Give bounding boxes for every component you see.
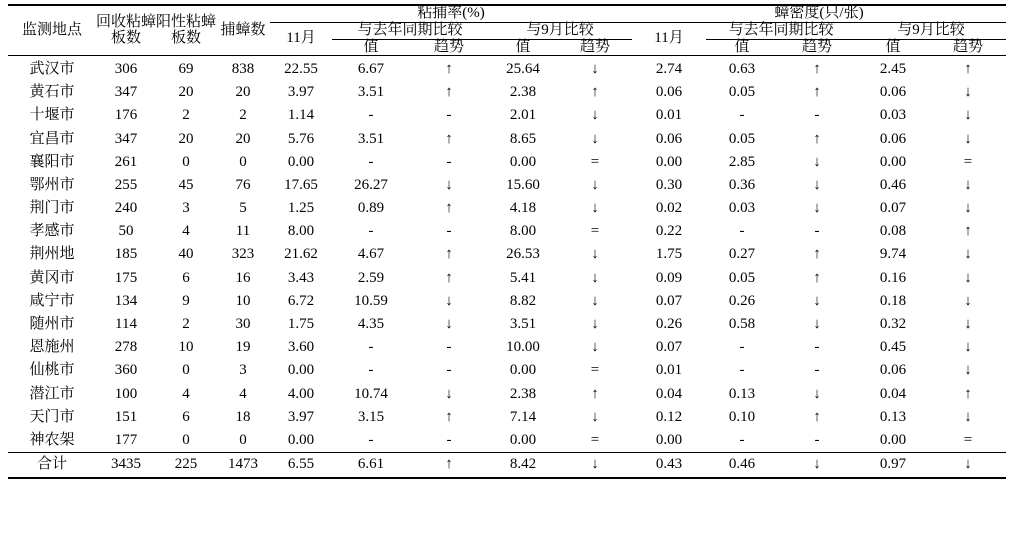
cell-density-ly-trend: ↓ xyxy=(813,385,821,402)
cell-rate-ly-trend: ↓ xyxy=(445,292,453,309)
header-density-ly-value: 值 xyxy=(734,38,750,55)
header-rate-vs-sep: 与9月比较 xyxy=(488,22,632,39)
cell-density-ly-value: 0.27 xyxy=(728,246,756,263)
cell-rate-nov: 1.75 xyxy=(287,316,315,333)
cell-location: 十堰市 xyxy=(29,107,75,124)
cell-location: 荆州地 xyxy=(29,246,75,263)
table-row xyxy=(8,429,1006,453)
cell-density-sep-value: 0.06 xyxy=(879,130,907,147)
cell-rate-nov: 3.60 xyxy=(287,339,315,356)
table-row xyxy=(8,197,1006,220)
cell-recovered-boards: 134 xyxy=(114,292,138,309)
cell-density-ly-trend: - xyxy=(814,339,820,356)
total-cell-density-ly-value: 0.46 xyxy=(706,453,778,478)
cell-rate-nov: 0.00 xyxy=(287,431,315,448)
cell-density-ly-value: 0.10 xyxy=(728,408,756,425)
cell-captured: 30 xyxy=(235,316,251,333)
table-row xyxy=(8,406,1006,429)
cell-captured: 0 xyxy=(239,431,247,448)
cell-rate-ly-trend: ↓ xyxy=(445,176,453,193)
cell-rate-sep-trend: ↓ xyxy=(591,408,599,425)
cell-rate-sep-value: 8.00 xyxy=(509,223,537,240)
cell-density-ly-value: - xyxy=(739,223,745,240)
cell-recovered-boards: 100 xyxy=(114,385,138,402)
header-location: 监测地点 xyxy=(8,5,96,56)
cell-rate-ly-trend: - xyxy=(446,339,452,356)
cell-location: 仙桃市 xyxy=(29,362,75,379)
cell-density-ly-trend: ↑ xyxy=(813,246,821,263)
cell-density-sep-trend: ↓ xyxy=(964,269,972,286)
cell-rate-sep-trend: = xyxy=(590,431,600,448)
cell-recovered-boards: 347 xyxy=(114,130,138,147)
cell-density-sep-trend: ↑ xyxy=(964,223,972,240)
cell-density-ly-trend: ↓ xyxy=(813,292,821,309)
cell-density-sep-value: 0.00 xyxy=(879,153,907,170)
total-cell-density-nov: 0.43 xyxy=(632,453,706,478)
cell-captured: 20 xyxy=(235,130,251,147)
cell-positive-boards: 0 xyxy=(182,431,190,448)
cell-positive-boards: 20 xyxy=(178,130,194,147)
cell-rate-sep-value: 3.51 xyxy=(509,316,537,333)
cell-captured: 11 xyxy=(235,223,251,240)
cell-density-ly-value: 0.63 xyxy=(728,60,756,77)
cell-density-ly-value: 0.36 xyxy=(728,176,756,193)
cell-positive-boards: 45 xyxy=(178,176,194,193)
cell-rate-ly-trend: ↑ xyxy=(445,130,453,147)
cell-density-sep-trend: ↓ xyxy=(964,130,972,147)
cell-rate-nov: 0.00 xyxy=(287,153,315,170)
cell-captured: 3 xyxy=(239,362,247,379)
table-row xyxy=(8,337,1006,360)
cell-rate-sep-trend: ↓ xyxy=(591,60,599,77)
cell-density-nov: 0.26 xyxy=(655,316,683,333)
cell-positive-boards: 6 xyxy=(182,408,190,425)
cell-density-ly-value: 0.05 xyxy=(728,130,756,147)
cell-density-nov: 0.00 xyxy=(655,431,683,448)
cell-rate-ly-value: - xyxy=(368,431,374,448)
cell-rate-nov: 1.25 xyxy=(287,200,315,217)
cell-density-ly-trend: - xyxy=(814,223,820,240)
cell-density-nov: 0.00 xyxy=(655,153,683,170)
cell-rate-sep-value: 2.01 xyxy=(509,107,537,124)
cell-location: 神农架 xyxy=(29,431,75,448)
cell-density-nov: 0.30 xyxy=(655,176,683,193)
cell-density-sep-trend: ↑ xyxy=(964,385,972,402)
table-total-row xyxy=(8,453,1006,478)
cell-rate-sep-value: 0.00 xyxy=(509,431,537,448)
cell-density-sep-trend: ↓ xyxy=(964,408,972,425)
table-row xyxy=(8,56,1006,82)
total-cell-positive-boards: 225 xyxy=(156,453,216,478)
table-row xyxy=(8,267,1006,290)
cell-density-nov: 0.01 xyxy=(655,107,683,124)
header-rate-vs-lastyear: 与去年同期比较 xyxy=(332,22,488,39)
cell-density-sep-value: 2.45 xyxy=(879,60,907,77)
cell-rate-sep-value: 0.00 xyxy=(509,362,537,379)
table-row xyxy=(8,360,1006,383)
cell-location: 潜江市 xyxy=(29,385,75,402)
header-recovered-boards: 回收粘蟑板数 xyxy=(96,5,156,56)
cell-recovered-boards: 347 xyxy=(114,84,138,101)
cell-density-sep-value: 0.04 xyxy=(879,385,907,402)
cell-location: 荆门市 xyxy=(29,200,75,217)
cell-rate-sep-trend: ↓ xyxy=(591,246,599,263)
cell-density-nov: 0.06 xyxy=(655,84,683,101)
cell-rate-ly-trend: - xyxy=(446,153,452,170)
cell-density-ly-trend: ↑ xyxy=(813,130,821,147)
cell-density-ly-trend: - xyxy=(814,107,820,124)
cell-rate-nov: 3.97 xyxy=(287,408,315,425)
header-density-ly-trend: 趋势 xyxy=(801,38,832,55)
cell-density-sep-value: 0.18 xyxy=(879,292,907,309)
cell-positive-boards: 0 xyxy=(182,153,190,170)
cell-captured: 20 xyxy=(235,84,251,101)
table-row xyxy=(8,244,1006,267)
table-row xyxy=(8,174,1006,197)
cell-rate-nov: 1.14 xyxy=(287,107,315,124)
table-row xyxy=(8,105,1006,128)
total-cell-location: 合计 xyxy=(8,453,96,478)
cell-captured: 5 xyxy=(239,200,247,217)
cell-rate-nov: 6.72 xyxy=(287,292,315,309)
cell-density-sep-value: 0.07 xyxy=(879,200,907,217)
cell-location: 天门市 xyxy=(29,408,75,425)
cell-density-ly-value: 0.26 xyxy=(728,292,756,309)
cell-location: 咸宁市 xyxy=(29,292,75,309)
cell-rate-ly-value: 4.67 xyxy=(357,246,385,263)
cell-density-sep-trend: = xyxy=(963,431,973,448)
cell-rate-sep-trend: ↓ xyxy=(591,107,599,124)
cell-location: 黄冈市 xyxy=(29,269,75,286)
cell-recovered-boards: 360 xyxy=(114,362,138,379)
cell-rate-sep-trend: = xyxy=(590,223,600,240)
cell-density-sep-trend: ↓ xyxy=(964,339,972,356)
cell-recovered-boards: 50 xyxy=(118,223,134,240)
header-rate-sep-trend: 趋势 xyxy=(579,38,610,55)
cell-rate-sep-value: 5.41 xyxy=(509,269,537,286)
cell-rate-nov: 4.00 xyxy=(287,385,315,402)
cell-rate-sep-value: 15.60 xyxy=(506,176,540,193)
cell-density-ly-value: - xyxy=(739,431,745,448)
table-row xyxy=(8,290,1006,313)
cell-rate-sep-value: 0.00 xyxy=(509,153,537,170)
cell-density-sep-value: 0.06 xyxy=(879,362,907,379)
cell-rate-nov: 21.62 xyxy=(284,246,318,263)
total-cell-rate-sep-trend: ↓ xyxy=(558,453,632,478)
cell-rate-ly-trend: - xyxy=(446,431,452,448)
total-cell-density-sep-value: 0.97 xyxy=(856,453,930,478)
cell-positive-boards: 6 xyxy=(182,269,190,286)
cell-rate-ly-value: 3.51 xyxy=(357,130,385,147)
header-rate-ly-trend: 趋势 xyxy=(433,38,464,55)
table-row xyxy=(8,128,1006,151)
table-body xyxy=(8,56,1006,478)
cell-rate-sep-trend: ↑ xyxy=(591,385,599,402)
cell-rate-sep-value: 7.14 xyxy=(509,408,537,425)
cell-location: 武汉市 xyxy=(29,60,75,77)
total-cell-rate-sep-value: 8.42 xyxy=(488,453,558,478)
cell-recovered-boards: 306 xyxy=(114,60,138,77)
cell-rate-sep-trend: ↓ xyxy=(591,200,599,217)
cell-density-nov: 0.02 xyxy=(655,200,683,217)
header-positive-boards: 阳性粘蟑板数 xyxy=(156,5,216,56)
cell-density-sep-value: 0.13 xyxy=(879,408,907,425)
total-cell-captured: 1473 xyxy=(216,453,270,478)
cell-rate-nov: 5.76 xyxy=(287,130,315,147)
cell-rate-nov: 17.65 xyxy=(284,176,318,193)
cell-positive-boards: 9 xyxy=(182,292,190,309)
cell-positive-boards: 3 xyxy=(182,200,190,217)
header-captured: 捕蟑数 xyxy=(216,5,270,56)
cell-rate-ly-value: - xyxy=(368,362,374,379)
cell-positive-boards: 40 xyxy=(178,246,194,263)
table-row xyxy=(8,81,1006,104)
cell-density-ly-value: 0.05 xyxy=(728,84,756,101)
header-density-sep-trend: 趋势 xyxy=(953,38,984,55)
cell-captured: 16 xyxy=(235,269,251,286)
cell-density-sep-trend: ↓ xyxy=(964,292,972,309)
cell-recovered-boards: 255 xyxy=(114,176,138,193)
cell-density-sep-value: 0.03 xyxy=(879,107,907,124)
cell-density-sep-value: 0.46 xyxy=(879,176,907,193)
cell-density-sep-trend: ↓ xyxy=(964,362,972,379)
total-cell-density-ly-trend: ↓ xyxy=(778,453,856,478)
cell-rate-nov: 0.00 xyxy=(287,362,315,379)
cell-positive-boards: 0 xyxy=(182,362,190,379)
header-density-nov: 11月 xyxy=(654,30,684,47)
cell-density-sep-trend: ↓ xyxy=(964,107,972,124)
cell-recovered-boards: 278 xyxy=(114,339,138,356)
header-rate-sep-value: 值 xyxy=(515,38,531,55)
header-group-density: 蟑密度(只/张) xyxy=(632,5,1006,22)
cell-recovered-boards: 177 xyxy=(114,431,138,448)
cell-rate-ly-value: 6.67 xyxy=(357,60,385,77)
total-cell-recovered-boards: 3435 xyxy=(96,453,156,478)
cell-density-sep-trend: ↓ xyxy=(964,176,972,193)
cell-rate-sep-trend: ↓ xyxy=(591,269,599,286)
total-cell-rate-ly-trend: ↑ xyxy=(410,453,488,478)
cell-density-nov: 0.07 xyxy=(655,292,683,309)
cell-captured: 18 xyxy=(235,408,251,425)
cell-rate-ly-value: 2.59 xyxy=(357,269,385,286)
cell-density-sep-trend: ↑ xyxy=(964,60,972,77)
cell-density-ly-trend: ↑ xyxy=(813,408,821,425)
cell-location: 孝感市 xyxy=(29,223,75,240)
cell-rate-sep-trend: ↓ xyxy=(591,176,599,193)
cell-rate-ly-trend: - xyxy=(446,362,452,379)
cell-recovered-boards: 175 xyxy=(114,269,138,286)
cell-density-ly-trend: ↑ xyxy=(813,84,821,101)
cell-density-ly-value: - xyxy=(739,339,745,356)
cell-recovered-boards: 261 xyxy=(114,153,138,170)
cell-location: 随州市 xyxy=(29,316,75,333)
cell-positive-boards: 2 xyxy=(182,316,190,333)
cell-recovered-boards: 240 xyxy=(114,200,138,217)
header-row-1 xyxy=(8,5,1006,22)
cell-location: 黄石市 xyxy=(29,84,75,101)
cell-rate-sep-value: 8.65 xyxy=(509,130,537,147)
cell-rate-ly-trend: ↑ xyxy=(445,246,453,263)
cell-rate-ly-trend: ↑ xyxy=(445,408,453,425)
cell-recovered-boards: 151 xyxy=(114,408,138,425)
cell-rate-ly-value: - xyxy=(368,107,374,124)
total-cell-rate-ly-value: 6.61 xyxy=(332,453,410,478)
cell-rate-sep-trend: ↓ xyxy=(591,316,599,333)
cell-rate-ly-value: - xyxy=(368,153,374,170)
cell-density-sep-trend: ↓ xyxy=(964,316,972,333)
cell-location: 恩施州 xyxy=(29,339,75,356)
cell-density-sep-value: 0.06 xyxy=(879,84,907,101)
cell-density-ly-value: 0.13 xyxy=(728,385,756,402)
cell-density-sep-value: 9.74 xyxy=(879,246,907,263)
cell-rate-sep-trend: ↓ xyxy=(591,130,599,147)
cell-rate-ly-trend: ↓ xyxy=(445,316,453,333)
cell-density-ly-trend: ↑ xyxy=(813,60,821,77)
header-group-rate: 粘捕率(%) xyxy=(270,5,632,22)
cell-rate-sep-value: 26.53 xyxy=(506,246,540,263)
cell-positive-boards: 69 xyxy=(178,60,194,77)
table-row xyxy=(8,221,1006,244)
cell-density-sep-trend: ↓ xyxy=(964,200,972,217)
cell-rate-sep-trend: ↓ xyxy=(591,292,599,309)
cell-rate-nov: 22.55 xyxy=(284,60,318,77)
cell-rate-ly-trend: ↓ xyxy=(445,385,453,402)
cell-captured: 323 xyxy=(231,246,255,263)
cell-rate-sep-value: 8.82 xyxy=(509,292,537,309)
cell-captured: 10 xyxy=(235,292,251,309)
cell-density-ly-trend: ↓ xyxy=(813,200,821,217)
cell-recovered-boards: 176 xyxy=(114,107,138,124)
total-cell-rate-nov: 6.55 xyxy=(270,453,332,478)
cell-rate-sep-value: 10.00 xyxy=(506,339,540,356)
header-rate-nov: 11月 xyxy=(286,30,316,47)
cell-density-ly-value: 0.05 xyxy=(728,269,756,286)
cell-location: 鄂州市 xyxy=(29,176,75,193)
total-cell-density-sep-trend: ↓ xyxy=(930,453,1006,478)
cell-rate-ly-value: 10.59 xyxy=(354,292,388,309)
cell-density-ly-trend: ↓ xyxy=(813,316,821,333)
cell-rate-sep-trend: ↓ xyxy=(591,339,599,356)
cell-rate-sep-trend: ↑ xyxy=(591,84,599,101)
cell-rate-ly-value: - xyxy=(368,223,374,240)
cell-positive-boards: 20 xyxy=(178,84,194,101)
cell-location: 襄阳市 xyxy=(29,153,75,170)
cell-density-nov: 0.06 xyxy=(655,130,683,147)
cell-density-ly-value: 0.03 xyxy=(728,200,756,217)
cell-density-ly-trend: ↑ xyxy=(813,269,821,286)
cell-positive-boards: 10 xyxy=(178,339,194,356)
cell-density-ly-trend: ↓ xyxy=(813,153,821,170)
table-header xyxy=(8,5,1006,56)
cell-density-nov: 0.22 xyxy=(655,223,683,240)
cell-rate-ly-trend: - xyxy=(446,223,452,240)
cell-density-sep-value: 0.00 xyxy=(879,431,907,448)
cell-rate-sep-value: 2.38 xyxy=(509,385,537,402)
cell-positive-boards: 2 xyxy=(182,107,190,124)
cell-rate-sep-value: 4.18 xyxy=(509,200,537,217)
cell-rate-ly-value: 3.15 xyxy=(357,408,385,425)
cell-density-sep-value: 0.16 xyxy=(879,269,907,286)
cell-rate-nov: 8.00 xyxy=(287,223,315,240)
cell-rate-sep-value: 2.38 xyxy=(509,84,537,101)
cell-density-ly-trend: - xyxy=(814,431,820,448)
cell-rate-sep-value: 25.64 xyxy=(506,60,540,77)
cell-rate-ly-value: 0.89 xyxy=(357,200,385,217)
cell-location: 宜昌市 xyxy=(29,130,75,147)
cell-rate-sep-trend: = xyxy=(590,153,600,170)
cell-rate-ly-value: - xyxy=(368,339,374,356)
cell-density-nov: 0.09 xyxy=(655,269,683,286)
cell-density-nov: 1.75 xyxy=(655,246,683,263)
cell-density-ly-value: - xyxy=(739,107,745,124)
cell-rate-ly-trend: ↑ xyxy=(445,200,453,217)
cell-captured: 0 xyxy=(239,153,247,170)
header-rate-ly-value: 值 xyxy=(363,38,379,55)
cell-rate-ly-trend: ↑ xyxy=(445,269,453,286)
cell-density-nov: 0.01 xyxy=(655,362,683,379)
cell-captured: 4 xyxy=(239,385,247,402)
cell-positive-boards: 4 xyxy=(182,223,190,240)
cell-rate-ly-value: 26.27 xyxy=(354,176,388,193)
cell-captured: 2 xyxy=(239,107,247,124)
cell-density-ly-value: 0.58 xyxy=(728,316,756,333)
cell-rate-ly-trend: ↑ xyxy=(445,84,453,101)
cell-rate-nov: 3.43 xyxy=(287,269,315,286)
cell-captured: 76 xyxy=(235,176,251,193)
table-row xyxy=(8,151,1006,174)
cell-density-nov: 2.74 xyxy=(655,60,683,77)
header-density-vs-sep: 与9月比较 xyxy=(856,22,1006,39)
cell-rate-ly-trend: - xyxy=(446,107,452,124)
cell-recovered-boards: 185 xyxy=(114,246,138,263)
cell-density-ly-value: 2.85 xyxy=(728,153,756,170)
table-row xyxy=(8,313,1006,336)
cell-recovered-boards: 114 xyxy=(115,316,137,333)
cell-density-nov: 0.12 xyxy=(655,408,683,425)
surveillance-table xyxy=(8,4,1006,479)
cell-density-nov: 0.07 xyxy=(655,339,683,356)
cell-rate-ly-trend: ↑ xyxy=(445,60,453,77)
cell-captured: 838 xyxy=(231,60,255,77)
cell-density-ly-trend: - xyxy=(814,362,820,379)
cell-rate-nov: 3.97 xyxy=(287,84,315,101)
cell-density-sep-trend: ↓ xyxy=(964,246,972,263)
cell-density-sep-trend: ↓ xyxy=(964,84,972,101)
cell-density-sep-trend: = xyxy=(963,153,973,170)
cell-captured: 19 xyxy=(235,339,251,356)
cell-density-sep-value: 0.08 xyxy=(879,223,907,240)
cell-density-ly-trend: ↓ xyxy=(813,176,821,193)
cell-rate-sep-trend: = xyxy=(590,362,600,379)
header-density-sep-value: 值 xyxy=(885,38,901,55)
cell-density-nov: 0.04 xyxy=(655,385,683,402)
cell-rate-ly-value: 3.51 xyxy=(357,84,385,101)
cell-rate-ly-value: 10.74 xyxy=(354,385,388,402)
cell-density-sep-value: 0.32 xyxy=(879,316,907,333)
cell-positive-boards: 4 xyxy=(182,385,190,402)
cell-density-ly-value: - xyxy=(739,362,745,379)
cell-density-sep-value: 0.45 xyxy=(879,339,907,356)
table-row xyxy=(8,383,1006,406)
cell-rate-ly-value: 4.35 xyxy=(357,316,385,333)
header-density-vs-lastyear: 与去年同期比较 xyxy=(706,22,856,39)
